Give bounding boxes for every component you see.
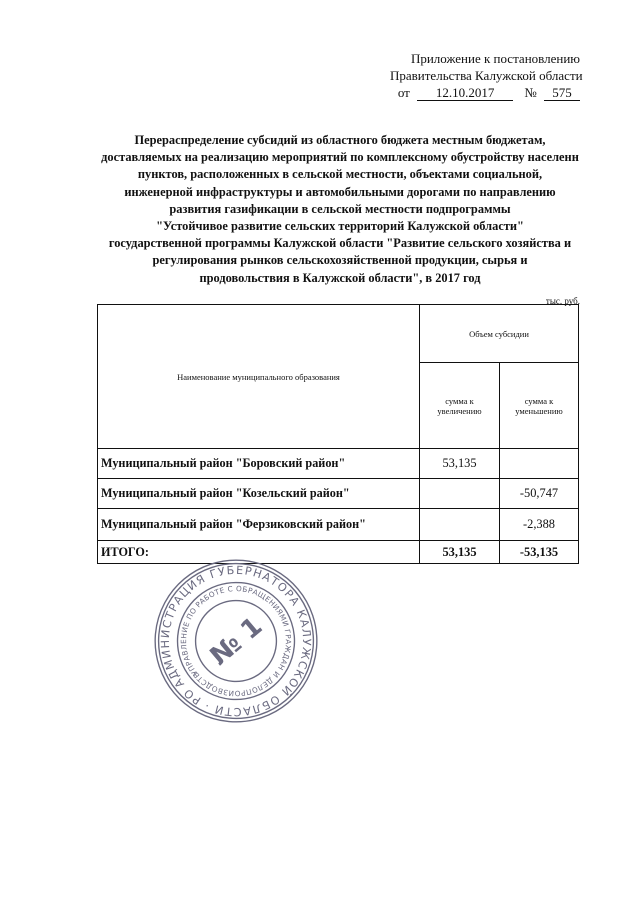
municipality-name: Муниципальный район "Козельский район" — [98, 479, 420, 509]
increase-value — [420, 509, 500, 541]
municipality-name: Муниципальный район "Ферзиковский район" — [98, 509, 420, 541]
appendix-date-line — [390, 84, 580, 101]
total-decrease: -53,135 — [500, 541, 579, 564]
document-title — [92, 132, 588, 287]
seal-center-text: № 1 — [204, 611, 269, 672]
appendix-line-2: Правительства Калужской области — [390, 68, 583, 83]
title-line: развития газификации в сельской местности подпрограммы — [169, 201, 511, 216]
total-increase: 53,135 — [420, 541, 500, 564]
title-line: продовольствия в Калужской области", в 2017 год — [199, 270, 481, 285]
title-line: регулирования рынков сельскохозяйственной продукции, сырья и — [152, 253, 528, 268]
official-seal — [150, 555, 322, 727]
title-line: пунктов, расположенных в сельской местности, объектами социальной, — [137, 167, 543, 182]
table-row — [98, 479, 579, 509]
unit-label: тыс. руб. — [545, 296, 580, 306]
decrease-value: -50,747 — [500, 479, 579, 509]
appendix-line-1: Приложение к постановлению — [410, 51, 580, 66]
increase-value: 53,135 — [420, 449, 500, 479]
column-header-name: Наименование муниципального образования — [98, 305, 420, 449]
title-line: инженерной инфраструктуры и автомобильными дорогами по направлению — [124, 184, 556, 199]
municipality-name: Муниципальный район "Боровский район" — [98, 449, 420, 479]
resolution-number: 575 — [544, 86, 580, 101]
increase-value — [420, 479, 500, 509]
resolution-date: 12.10.2017 — [417, 86, 513, 101]
table-header-row — [98, 305, 579, 363]
table-row — [98, 449, 579, 479]
decrease-value: -2,388 — [500, 509, 579, 541]
title-line: доставляемых на реализацию мероприятий по комплексному обустройству населенн — [101, 150, 579, 165]
from-label: от — [397, 85, 410, 100]
seal-inner-text: УПРАВЛЕНИЕ ПО РАБОТЕ С ОБРАЩЕНИЯМИ ГРАЖДАН И ДЕЛОПРОИЗВОДСТВУ — [179, 584, 293, 698]
table-row — [98, 509, 579, 541]
title-line: государственной программы Калужской области "Развитие сельского хозяйства и — [108, 236, 572, 251]
column-header-increase: сумма к увеличению — [420, 363, 500, 449]
seal-outer-text: АДМИНИСТРАЦИЯ ГУБЕРНАТОРА КАЛУЖСКОЙ ОБЛАСТИ · РОССИЙСКАЯ — [158, 563, 314, 719]
total-label: ИТОГО: — [98, 541, 420, 564]
appendix-header — [390, 50, 583, 101]
title-line: "Устойчивое развитие сельских территорий Калужской области" — [156, 219, 524, 234]
column-header-decrease: сумма к уменьшению — [500, 363, 579, 449]
column-header-group: Объем субсидии — [420, 305, 579, 363]
title-line: Перераспределение субсидий из областного бюджета местным бюджетам, — [134, 133, 546, 147]
subsidy-table — [97, 304, 579, 564]
decrease-value — [500, 449, 579, 479]
number-sign: № — [524, 85, 537, 100]
